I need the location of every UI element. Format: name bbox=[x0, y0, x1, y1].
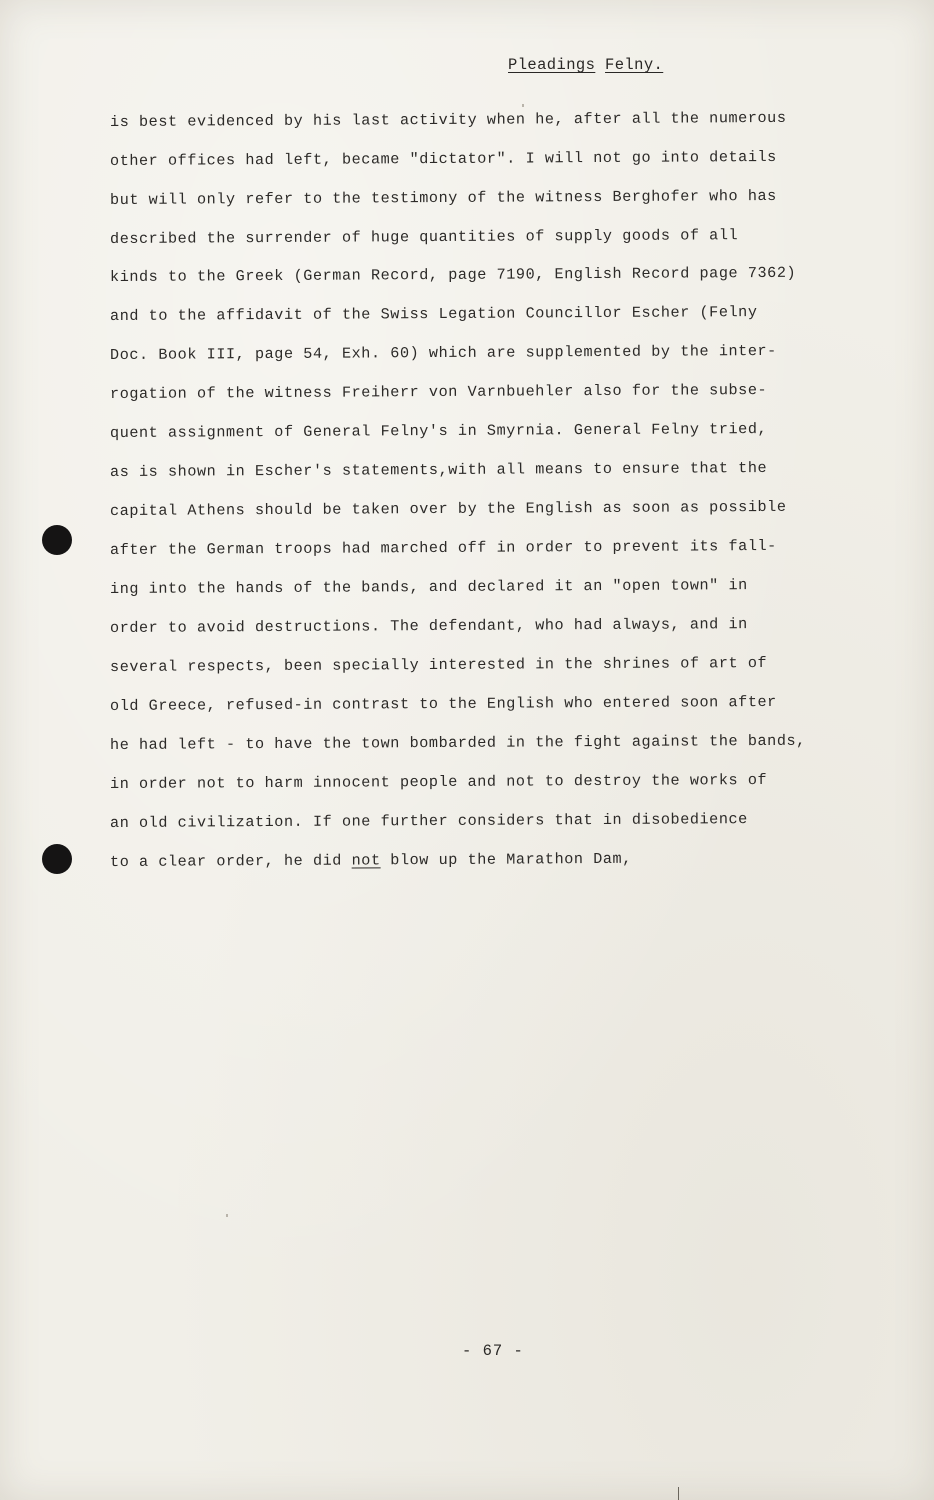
punch-hole-top bbox=[42, 525, 72, 555]
edge-mark bbox=[678, 1487, 679, 1500]
text-line: in order not to harm innocent people and not to destroy the works of bbox=[109, 770, 768, 793]
text-line: and to the affidavit of the Swiss Legation Councillor Escher (Felny bbox=[109, 303, 758, 325]
page-header bbox=[508, 56, 663, 74]
text-line: ing into the hands of the bands, and declared it an "open town" in bbox=[109, 576, 748, 598]
text-line: other offices had left, became "dictator". I will not go into details bbox=[109, 147, 777, 170]
header-title-part1: Pleadings bbox=[508, 56, 596, 74]
header-title-part2: Felny. bbox=[605, 56, 664, 74]
text-line bbox=[110, 849, 632, 872]
text-line: Doc. Book III, page 54, Exh. 60) which are supplemented by the inter- bbox=[109, 341, 777, 364]
emphasis-not: not bbox=[351, 851, 381, 870]
text-line: old Greece, refused-in contrast to the English who entered soon after bbox=[109, 692, 777, 715]
text-line: rogation of the witness Freiherr von Varnbuehler also for the subse- bbox=[109, 380, 768, 403]
text-line: after the German troops had marched off in order to prevent its fall- bbox=[109, 536, 777, 559]
text-line: described the surrender of huge quantities of supply goods of all bbox=[109, 226, 739, 248]
text-line: quent assignment of General Felny's in Smyrnia. General Felny tried, bbox=[109, 419, 768, 442]
punch-hole-bottom bbox=[42, 844, 72, 874]
paper-speck bbox=[226, 1214, 228, 1217]
text-line: capital Athens should be taken over by the English as soon as possible bbox=[109, 497, 787, 520]
text-line: he had left - to have the town bombarded in the fight against the bands, bbox=[109, 731, 806, 754]
paper-speck bbox=[522, 104, 524, 107]
page-number: - 67 - bbox=[462, 1342, 524, 1360]
text-line: several respects, been specially interested in the shrines of art of bbox=[109, 653, 768, 676]
text-line: order to avoid destructions. The defendant, who had always, and in bbox=[109, 615, 748, 637]
text-line: kinds to the Greek (German Record, page 7190, English Record page 7362) bbox=[109, 263, 797, 286]
text-line: is best evidenced by his last activity when he, after all the numerous bbox=[109, 108, 787, 131]
text-line: but will only refer to the testimony of the witness Berghofer who has bbox=[109, 186, 777, 209]
text-line: an old civilization. If one further considers that in disobedience bbox=[109, 810, 748, 832]
text-line-end: blow up the Marathon Dam, bbox=[380, 849, 632, 870]
text-line: as is shown in Escher's statements,with all means to ensure that the bbox=[109, 458, 768, 481]
text-line-start: to a clear order, he did bbox=[109, 851, 352, 871]
